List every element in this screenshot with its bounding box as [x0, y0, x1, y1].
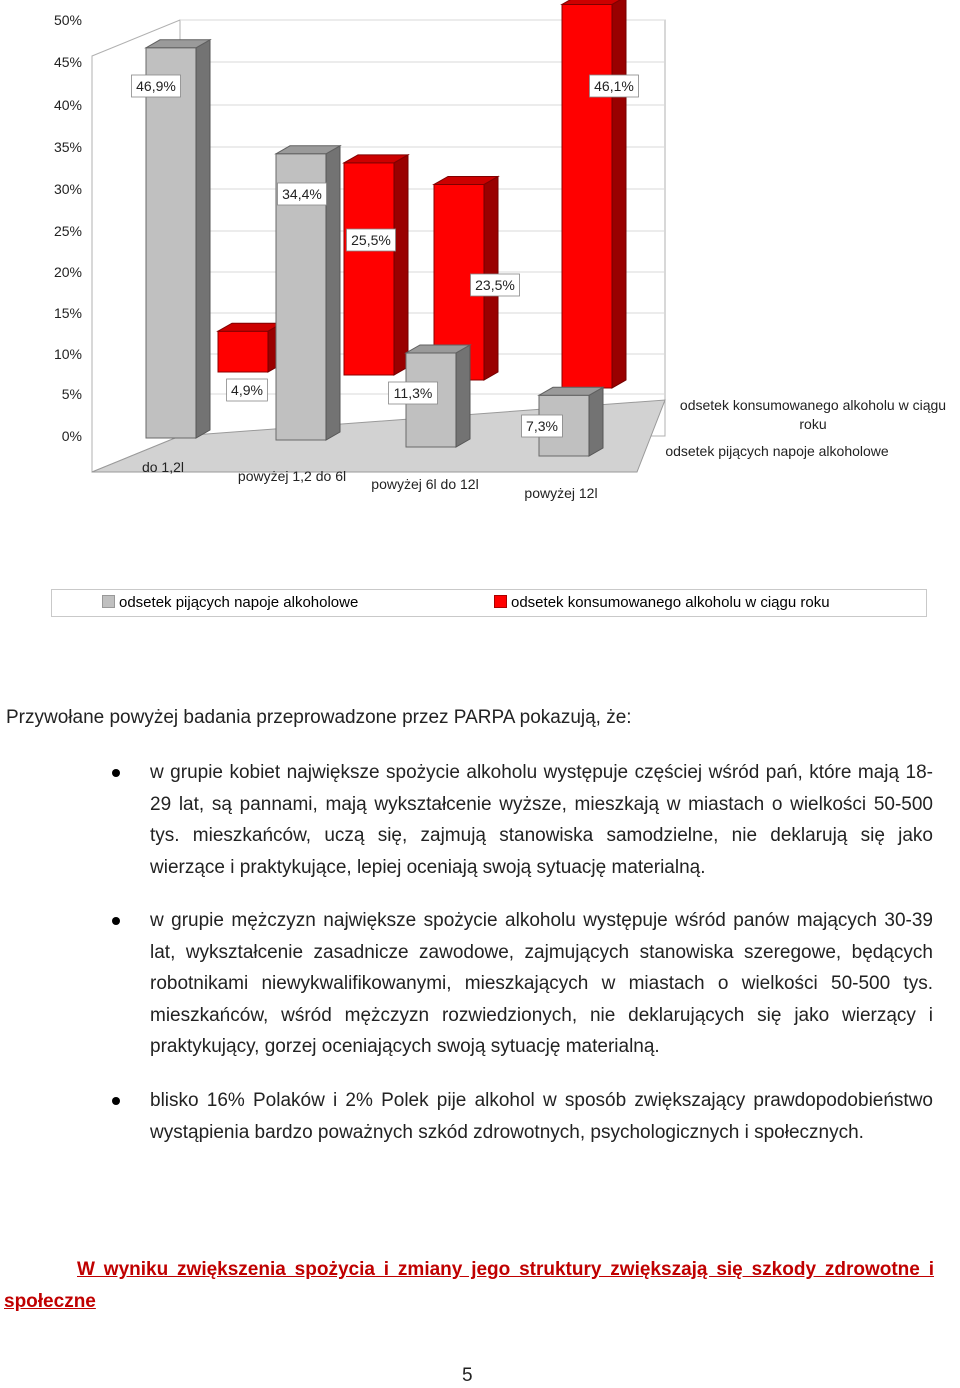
- bar-drinkers-2-side: [456, 345, 470, 447]
- y-tick-label: 0%: [61, 428, 82, 444]
- y-tick-label: 25%: [53, 223, 82, 239]
- legend-label-consumption: odsetek konsumowanego alkoholu w ciągu roku: [511, 594, 830, 611]
- category-label: powyżej 6l do 12l: [371, 476, 479, 492]
- bullet-text-risk: blisko 16% Polaków i 2% Polek pije alkohol w sposób zwiększający prawdopodobieństwo wystąpienia bardzo poważnych szkód zdrowotnych, psychologicznych i społecznych.: [150, 1090, 933, 1143]
- bullet-text-men: w grupie mężczyzn największe spożycie alkoholu występuje wśród panów mających 30-39 lat, wykształcenie zasadnicze zawodowe, zajmujących stanowiska szeregowe, będących robotnikami niewykwalifikowanymi, mieszkających w miastach o wielkości 50-500 tys. mieszkańców, wśród mężczyzn rozwiedzionych, nie deklarujących się jako wierzący i praktykujący, gorzej oceniających swoją sytuację materialną.: [150, 910, 933, 1057]
- label-drinkers-0: 46,9%: [136, 78, 176, 94]
- y-tick-label: 35%: [53, 139, 82, 155]
- label-consumption-3: 46,1%: [594, 78, 634, 94]
- label-consumption-2: 23,5%: [475, 277, 515, 293]
- section-heading: W wyniku zwiększenia spożycia i zmiany jego struktury zwiększają się szkody zdrowotne i społeczne: [4, 1259, 934, 1312]
- label-consumption-1: 25,5%: [351, 232, 391, 248]
- page-number: 5: [462, 1365, 473, 1386]
- bar-drinkers-3-side: [589, 387, 603, 456]
- bar-consumption-1-front: [344, 163, 394, 375]
- bullet-dot: [112, 917, 120, 925]
- bar-consumption-3-front: [562, 4, 612, 388]
- depth-label-consumption-line2: roku: [799, 416, 827, 432]
- y-tick-label: 30%: [53, 181, 82, 197]
- bullet-dot: [112, 769, 120, 777]
- bullet-text-women: w grupie kobiet największe spożycie alkoholu występuje częściej wśród pań, które mają 18-29 lat, są pannami, mają wykształcenie wyższe, mieszkają w miastach o wielkości 50-500 tys. mieszkańców, uczą się, zajmują stanowiska samodzielne, nie deklarują się jako wierzące i praktykujące, lepiej oceniają swoją sytuację materialną.: [150, 762, 933, 878]
- label-drinkers-2: 11,3%: [393, 385, 433, 401]
- category-label: do 1,2l: [141, 459, 185, 475]
- intro-paragraph: Przywołane powyżej badania przeprowadzone przez PARPA pokazują, że:: [6, 707, 632, 728]
- depth-axis-labels: [665, 397, 946, 459]
- bar-consumption-1-side: [394, 155, 408, 375]
- y-tick-label: 15%: [53, 305, 82, 321]
- y-tick-label: 5%: [61, 386, 82, 402]
- depth-label-consumption-line1: odsetek konsumowanego alkoholu w ciągu: [679, 397, 947, 413]
- legend-item-consumption: [494, 590, 830, 616]
- bar-chart-3d: [0, 0, 960, 580]
- bar-consumption-3-side: [612, 0, 626, 388]
- label-consumption-0: 4,9%: [231, 382, 263, 398]
- category-label: powyżej 12l: [524, 485, 598, 501]
- y-tick-label: 45%: [53, 54, 82, 70]
- depth-label-drinkers: odsetek pijących napoje alkoholowe: [665, 443, 889, 459]
- bar-drinkers-1-side: [326, 146, 340, 440]
- bar-drinkers-0-front: [146, 48, 196, 438]
- bullet-item-risk: [150, 1085, 933, 1148]
- label-drinkers-3: 7,3%: [526, 418, 558, 434]
- legend-swatch-gray: [102, 595, 115, 608]
- chart-legend: [51, 589, 927, 617]
- bar-consumption-0-front: [218, 331, 268, 372]
- bullet-item-men: [150, 905, 933, 1063]
- legend-item-drinkers: [102, 590, 358, 616]
- category-label: powyżej 1,2 do 6l: [237, 468, 347, 484]
- y-tick-label: 50%: [53, 12, 82, 28]
- bar-drinkers-0-side: [196, 40, 210, 438]
- label-drinkers-1: 34,4%: [282, 186, 322, 202]
- legend-label-drinkers: odsetek pijących napoje alkoholowe: [119, 594, 359, 611]
- bullet-item-women: [150, 757, 933, 883]
- y-tick-label: 40%: [53, 97, 82, 113]
- y-tick-label: 20%: [53, 264, 82, 280]
- y-tick-label: 10%: [53, 346, 82, 362]
- legend-swatch-red: [494, 595, 507, 608]
- bullet-dot: [112, 1097, 120, 1105]
